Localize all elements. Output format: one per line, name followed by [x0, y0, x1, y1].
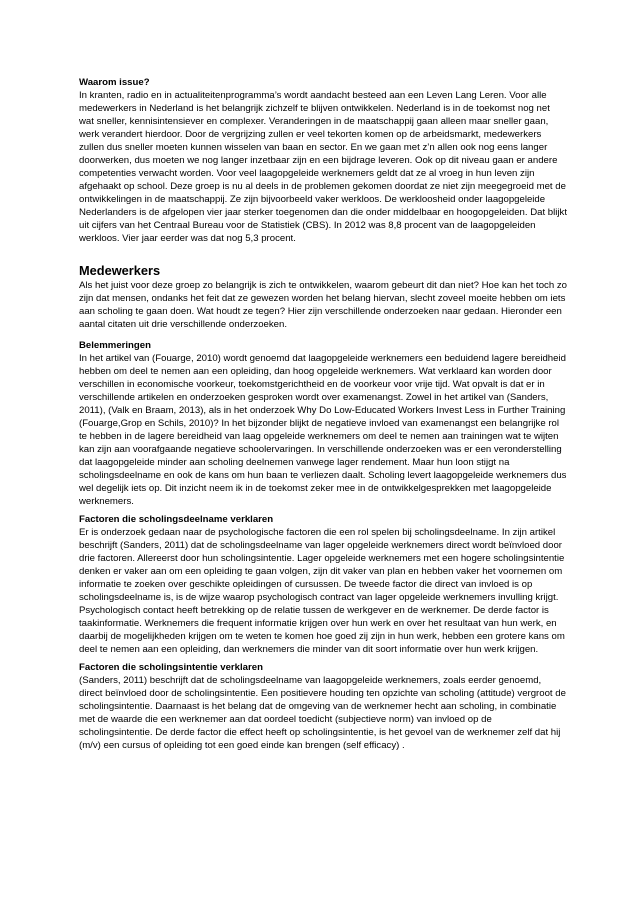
- section-text-factoren-deelname: Er is onderzoek gedaan naar de psychologische factoren die een rol spelen bij scholingsdeelname. In zijn artikel beschrijft (Sanders, 2011) dat de scholingsdeelname van lager opgeleide werknemers direct wordt beïnvloed door drie factoren. Allereerst door hun scholingsintentie. Lager opgeleide werknemers met een hogere scholingsintentie denken er vaker aan om een opleiding te gaan volgen, zijn dit vaker van plan en hebben vaker het voornemen om informatie te zoeken over geschikte opleidingen of cursussen. De tweede factor die direct van invloed is op scholingsdeelname is, is de wijze waarop psychologisch contract van lager opgeleide werknemers invulling krijgt. Psychologisch contact heeft betrekking op de relatie tussen de werkgever en de werknemer. De derde factor is taakinformatie. Werknemers die frequent informatie krijgen over hun werk en over het resultaat van hun werk, en daarbij de mogelijkheden krijgen om te weten te komen hoe goed zij zijn in hun werk, hebben een grotere kans om deel te nemen aan een opleiding, dan werknemers die minder van dit soort informatie over hun werk krijgen.: [79, 527, 565, 655]
- section-text-medewerkers: Als het juist voor deze groep zo belangrijk is zich te ontwikkelen, waarom gebeurt dit dan niet? Hoe kan het toch zo zijn dat mensen, ondanks het feit dat ze gewezen worden het belang hiervan, slecht zoveel moeite hebben om iets aan scholing te gaan doen. Wat houdt ze tegen? Hier zijn verschillende onderzoeken naar gedaan. Hieronder een aantal citaten uit drie verschillende onderzoeken.: [79, 280, 567, 330]
- section-text-belemmeringen: In het artikel van (Fouarge, 2010) wordt genoemd dat laagopgeleide werknemers een beduidend lagere bereidheid hebben om deel te nemen aan een opleiding, dan hoog opgeleide werknemers. Wat verklaard kan worden door verschillen in economische voorkeur, toekomstgerichtheid en de voorkeur voor vrije tijd. Wat opvalt is dat er in verschillende artikelen en onderzoeken gesproken wordt over examenangst. Zowel in het artikel van (Sanders, 2011), (Valk en Braam, 2013), als in het onderzoek Why Do Low-Educated Workers Invest Less in Further Training (Fouarge,Grop en Schils, 2010)? In het bijzonder blijkt de negatieve invloed van examenangst een belangrijke rol te hebben in de lagere bereidheid van laag opgeleide werknemers om deel te nemen aan trainingen wat te wijten kan zijn aan voorafgaande negatieve schoolervaringen. In verschillende onderzoeken was er een veronderstelling dat laagopgeleide minder aan scholing deelnemen vanwege lager rendement. Maar hun loon stijgt na scholingsdeelname en ook de kans om hun baan te verliezen daalt. Scholing levert laagopgeleide werknemers dus wel degelijk iets op. Dit inzicht neem ik in de toekomst zeker mee in de ontwikkelgesprekken met laagopgeleide werknemers.: [79, 353, 567, 507]
- section-text-waarom: In kranten, radio en in actualiteitenprogramma’s wordt aandacht besteed aan een Leven Lang Leren. Voor alle medewerkers in Nederland is het belangrijk zichzelf te blijven ontwikkelen. Nederland is in de toekomst nog net wat sneller, kennisintensiever en complexer. Veranderingen in de maatschappij gaan alleen maar sneller gaan, werk verandert hierdoor. Door de vergrijzing zullen er veel tekorten komen op de arbeidsmarkt, medewerkers zullen dus sneller moeten kunnen wisselen van baan en sector. En we gaan met z’n allen ook nog eens langer doorwerken, dus moeten we nog langer inzetbaar zijn en een bijdrage leveren. Ook op dit niveau gaan er andere competenties verwacht worden. Voor veel laagopgeleide werknemers geldt dat ze al vroeg in hun leven zijn afgehaakt op school. Deze groep is nu al deels in de problemen gekomen doordat ze niet zijn meegegroeid met de ontwikkelingen in de maatschappij. Ze zijn bijvoorbeeld vaker werkloos. De werkloosheid onder laagopgeleide Nederlanders is de afgelopen vier jaar sterker toegenomen dan die onder middelbaar en hoogopgeleiden. Dat blijkt uit cijfers van het Centraal Bureau voor de Statistiek (CBS). In 2012 was 8,8 procent van de laagopgeleiden werkloos. Vier jaar eerder was dat nog 5,3 procent.: [79, 90, 567, 244]
- document-page: [79, 76, 567, 752]
- section-text-factoren-intentie: (Sanders, 2011) beschrijft dat de scholingsdeelname van laagopgeleide werknemers, zoals eerder genoemd, direct beïnvloed door de scholingsintentie. Een positievere houding ten opzichte van scholing (attitude) vergroot de scholingsintentie. Daarnaast is het belang dat de omgeving van de werknemer hecht aan scholing, in combinatie met de waarde die een werknemer aan dat oordeel toedicht (subjectieve norm) van invloed op de scholingsintentie. De derde factor die effect heeft op scholingsintentie, is het gevoel van de werknemer zelf dat hij (m/v) een cursus of opleiding tot een goed einde kan brengen (self efficacy) .: [79, 675, 566, 751]
- spacer: [79, 331, 567, 339]
- section-heading-belemmeringen: Belemmeringen: [79, 340, 151, 351]
- spacer: [79, 245, 567, 263]
- section-heading-factoren-intentie: Factoren die scholingsintentie verklaren: [79, 662, 263, 673]
- section-heading-medewerkers: Medewerkers: [79, 263, 161, 278]
- section-heading-waarom: Waarom issue?: [79, 77, 150, 88]
- section-heading-factoren-deelname: Factoren die scholingsdeelname verklaren: [79, 514, 274, 525]
